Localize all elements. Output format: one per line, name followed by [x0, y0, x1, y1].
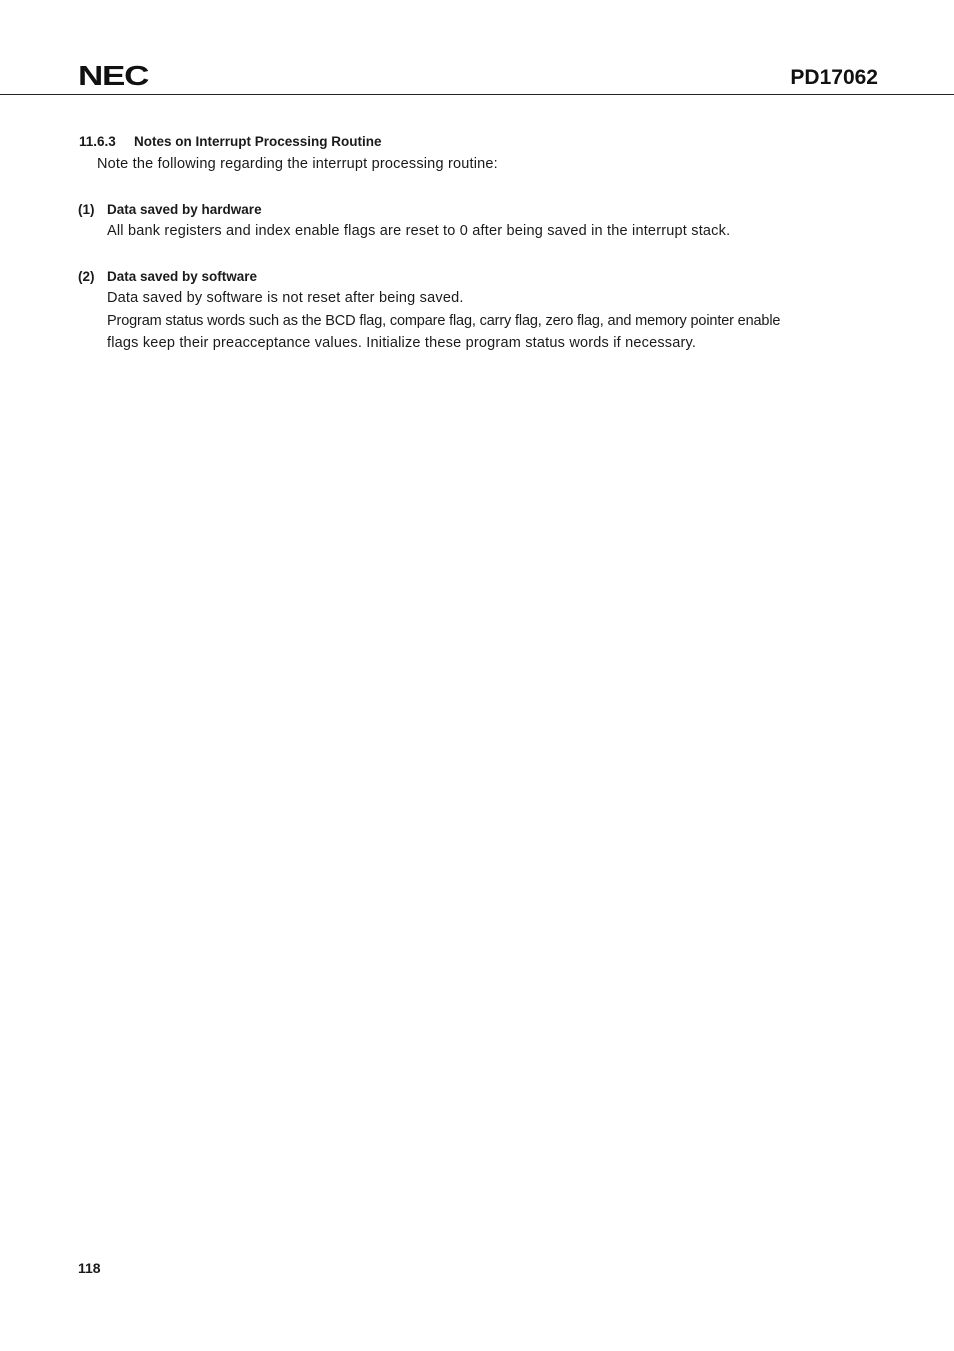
- nec-logo: NEC: [78, 60, 149, 91]
- item-text-line: Data saved by software is not reset after being saved.: [107, 290, 464, 306]
- section-title: Notes on Interrupt Processing Routine: [134, 134, 382, 149]
- item-number: (2): [78, 269, 95, 284]
- item-title: Data saved by hardware: [107, 202, 262, 217]
- item-number: (1): [78, 202, 95, 217]
- page-number: 118: [78, 1260, 101, 1276]
- section-heading: [79, 133, 382, 151]
- item-text-line: Program status words such as the BCD flag, compare flag, carry flag, zero flag, and memory pointer enable: [107, 313, 781, 329]
- document-id: PD17062: [790, 66, 878, 89]
- item-text-line: flags keep their preacceptance values. Initialize these program status words if necessary.: [107, 335, 697, 351]
- item-heading-hardware: [78, 201, 262, 219]
- item-text-line: All bank registers and index enable flags are reset to 0 after being saved in the interrupt stack.: [107, 223, 731, 239]
- section-number: 11.6.3: [79, 134, 116, 149]
- header-divider: [0, 94, 954, 95]
- item-title: Data saved by software: [107, 269, 258, 284]
- section-intro: Note the following regarding the interrupt processing routine:: [97, 156, 498, 172]
- item-heading-software: [78, 268, 257, 286]
